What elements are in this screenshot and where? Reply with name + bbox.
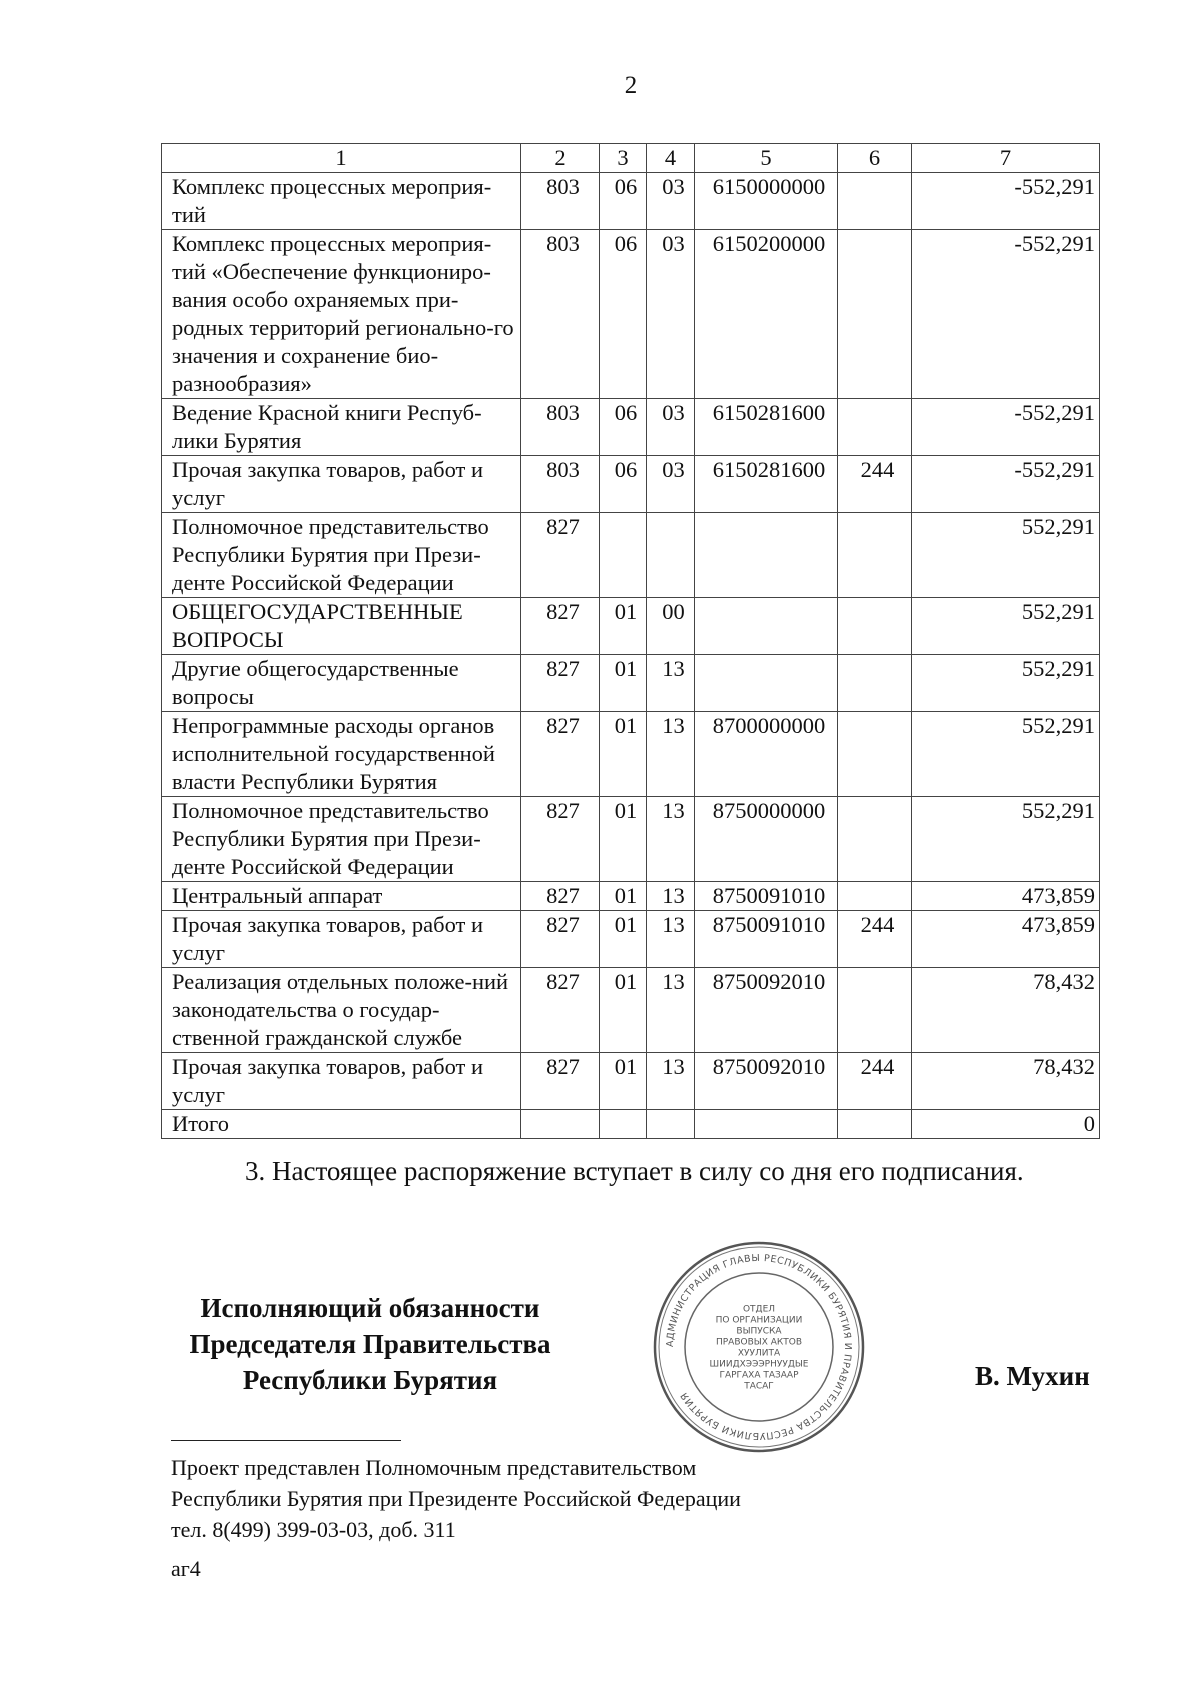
table-cell-c3: 01 [600,911,647,968]
header-cell: 4 [647,144,695,173]
table-cell-c5: 8750092010 [695,968,838,1053]
table-cell-c3: 01 [600,712,647,797]
seal-center-line: ГАРГАХА ТАЗААР [719,1370,799,1381]
table-cell-name: Прочая закупка товаров, работ и услуг [162,1053,521,1110]
table-cell-c5: 6150200000 [695,230,838,399]
signatory-line: Республики Бурятия [242,1365,498,1395]
budget-table [161,143,1100,1139]
seal-center-line: ПРАВОВЫХ АКТОВ [715,1337,803,1348]
table-cell-c3 [600,513,647,598]
table-cell-c2: 803 [521,173,600,230]
seal-center-line: ХУУЛИТА [737,1348,781,1359]
seal-center-line: ПО ОРГАНИЗАЦИИ [715,1315,803,1326]
signatory-line: Председателя Правительства [189,1329,551,1359]
footnote [171,1452,741,1545]
signatory-line: Исполняющий обязанности [200,1293,540,1323]
footnote-line: тел. 8(499) 399-03-03, доб. 311 [171,1517,456,1542]
table-cell-name: ОБЩЕГОСУДАРСТВЕННЫЕ ВОПРОСЫ [162,598,521,655]
clause-3: 3. Настоящее распоряжение вступает в силу со дня его подписания. [245,1156,1024,1186]
table-cell-c4: 13 [647,882,695,911]
table-cell-name: Центральный аппарат [162,882,521,911]
table-cell-c4: 03 [647,456,695,513]
table-cell-c7: 552,291 [912,598,1100,655]
table-cell-c7: -552,291 [912,456,1100,513]
table-cell-c5 [695,1110,838,1139]
table-cell-c3: 01 [600,968,647,1053]
table-cell-c2: 827 [521,968,600,1053]
table-cell-c4: 13 [647,968,695,1053]
table-cell-c7: 552,291 [912,712,1100,797]
table-cell-c7: 552,291 [912,513,1100,598]
table-cell-c6 [838,1110,912,1139]
table-cell-c3: 01 [600,882,647,911]
table-cell-c5 [695,513,838,598]
table-header-row [162,144,1100,173]
table-cell-c3: 01 [600,598,647,655]
document-code: аг4 [171,1556,201,1581]
table-cell-c2: 827 [521,882,600,911]
footnote-divider [171,1440,401,1441]
table-cell-c3: 01 [600,1053,647,1110]
table-cell-name: Итого [162,1110,521,1139]
table-cell-name: Полномочное представительство Республики Бурятия при Прези-денте Российской Федерации [162,797,521,882]
table-cell-c2: 827 [521,655,600,712]
table-cell-c3: 06 [600,399,647,456]
table-cell-name: Другие общегосударственные вопросы [162,655,521,712]
table-cell-c6 [838,513,912,598]
table-cell-c4: 03 [647,399,695,456]
table-cell-c4: 00 [647,598,695,655]
table-cell-c2: 827 [521,712,600,797]
table-cell-c4: 13 [647,797,695,882]
table-cell-c6 [838,173,912,230]
table-row [162,911,1100,968]
seal-center-line: ОТДЕЛ [742,1304,776,1315]
table-row [162,797,1100,882]
table-row [162,968,1100,1053]
table-cell-c7: -552,291 [912,173,1100,230]
table-row [162,712,1100,797]
table-cell-c5: 8750091010 [695,882,838,911]
table-cell-c3: 06 [600,173,647,230]
table-cell-c7: 473,859 [912,882,1100,911]
table-row [162,513,1100,598]
table-cell-c2: 803 [521,456,600,513]
table-cell-name: Ведение Красной книги Респуб-лики Бурятия [162,399,521,456]
table-cell-c5: 8700000000 [695,712,838,797]
header-cell: 1 [162,144,521,173]
table-cell-c7: -552,291 [912,230,1100,399]
table-cell-c2: 827 [521,598,600,655]
footnote-line: Республики Бурятия при Президенте Российской Федерации [171,1486,741,1511]
table-cell-c7: 78,432 [912,1053,1100,1110]
header-cell: 2 [521,144,600,173]
header-cell: 5 [695,144,838,173]
seal-center-line: ШИИДХЭЭЭРНУУДЫЕ [709,1359,809,1370]
signatory-title [160,1290,580,1398]
table-cell-c6 [838,230,912,399]
table-cell-c2: 803 [521,230,600,399]
table-cell-c5: 6150281600 [695,399,838,456]
footnote-line: Проект представлен Полномочным представительством [171,1455,697,1480]
header-cell: 7 [912,144,1100,173]
table-cell-c6 [838,598,912,655]
table-cell-c6 [838,882,912,911]
table-cell-c4: 13 [647,712,695,797]
table-cell-c7: 552,291 [912,797,1100,882]
table-cell-c7: 78,432 [912,968,1100,1053]
header-cell: 3 [600,144,647,173]
table-cell-c5: 6150000000 [695,173,838,230]
table-cell-c5: 6150281600 [695,456,838,513]
page-number: 2 [624,72,638,99]
table-cell-c3: 01 [600,655,647,712]
table-cell-c4 [647,513,695,598]
table-cell-c3: 06 [600,456,647,513]
table-cell-c2 [521,1110,600,1139]
table-cell-c6 [838,797,912,882]
seal-center-line: ВЫПУСКА [736,1326,782,1337]
table-cell-c3 [600,1110,647,1139]
table-cell-c6 [838,712,912,797]
table-cell-name: Полномочное представительство Республики Бурятия при Прези-денте Российской Федерации [162,513,521,598]
table-row [162,1110,1100,1139]
table-cell-name: Реализация отдельных положе-ний законодательства о государ-ственной гражданской службе [162,968,521,1053]
table-cell-c4 [647,1110,695,1139]
table-row [162,598,1100,655]
table-cell-c6: 244 [838,456,912,513]
table-row [162,882,1100,911]
seal-ring-text: АДМИНИСТРАЦИЯ ГЛАВЫ РЕСПУБЛИКИ БУРЯТИЯ И ПРАВИТЕЛЬСТВА РЕСПУБЛИКИ БУРЯТИЯ [664,1252,854,1442]
table-cell-name: Непрограммные расходы органов исполнительной государственной власти Республики Бурятия [162,712,521,797]
table-row [162,655,1100,712]
table-cell-c6 [838,655,912,712]
table-cell-c4: 13 [647,911,695,968]
table-cell-c2: 827 [521,1053,600,1110]
table-cell-name: Прочая закупка товаров, работ и услуг [162,456,521,513]
table-cell-c2: 827 [521,911,600,968]
table-cell-c5 [695,655,838,712]
table-cell-name: Комплекс процессных мероприя-тий «Обеспечение функциониро-вания особо охраняемых при-родных территорий регионально-го значения и сохранение био-разнообразия» [162,230,521,399]
table-cell-c2: 803 [521,399,600,456]
header-cell: 6 [838,144,912,173]
table-cell-c4: 03 [647,173,695,230]
table-cell-c4: 13 [647,1053,695,1110]
table-cell-c5: 8750091010 [695,911,838,968]
table-cell-c7: 473,859 [912,911,1100,968]
table-cell-name: Комплекс процессных мероприя-тий [162,173,521,230]
table-cell-c5 [695,598,838,655]
table-cell-c5: 8750000000 [695,797,838,882]
table-cell-c7: 552,291 [912,655,1100,712]
table-cell-c6 [838,399,912,456]
table-cell-c6: 244 [838,911,912,968]
seal-center-line: ТАСАГ [744,1381,774,1392]
table-cell-c6 [838,968,912,1053]
table-cell-c7: 0 [912,1110,1100,1139]
table-body [162,173,1100,1139]
table-cell-c2: 827 [521,513,600,598]
table-row [162,1053,1100,1110]
table-cell-c2: 827 [521,797,600,882]
table-cell-c6: 244 [838,1053,912,1110]
table-cell-c3: 06 [600,230,647,399]
table-row [162,399,1100,456]
table-cell-c4: 13 [647,655,695,712]
table-row [162,456,1100,513]
signer-name: В. Мухин [975,1361,1090,1391]
table-cell-c4: 03 [647,230,695,399]
table-cell-c5: 8750092010 [695,1053,838,1110]
table-cell-name: Прочая закупка товаров, работ и услуг [162,911,521,968]
table-cell-c3: 01 [600,797,647,882]
table-row [162,230,1100,399]
official-seal-stamp [652,1240,866,1454]
table-row [162,173,1100,230]
table-cell-c7: -552,291 [912,399,1100,456]
